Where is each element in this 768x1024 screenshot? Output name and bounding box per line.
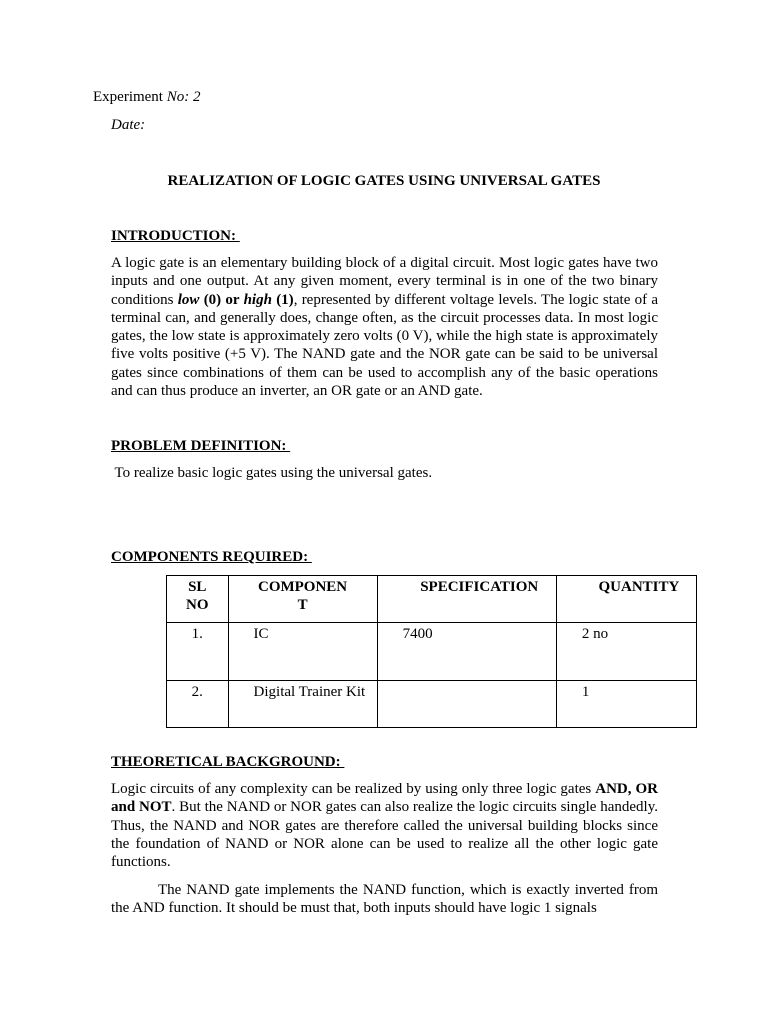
column-header-specification: SPECIFICATION bbox=[377, 576, 556, 623]
cell-component: Digital Trainer Kit bbox=[228, 681, 377, 728]
experiment-no: No: 2 bbox=[166, 89, 201, 105]
components-heading: COMPONENTS REQUIRED: bbox=[111, 549, 312, 565]
intro-one: (1) bbox=[271, 291, 294, 308]
column-header-component: COMPONENT bbox=[228, 576, 377, 623]
intro-text-1: A logic gate is an elementary building block of a digital circuit. Most logic gates have two inputs and one output. At any given moment, every terminal is in one of the two binary conditions bbox=[111, 255, 658, 308]
introduction-paragraph bbox=[111, 254, 658, 400]
table-row bbox=[167, 623, 697, 681]
theory-p1-b: . But the NAND or NOR gates can also realize the logic circuits single handedly. Thus, the NAND and NOR gates are therefore called the universal building blocks since the foundation of NAND or NOR alone can be used to realize all the other logic gate functions. bbox=[111, 799, 658, 871]
intro-text-2: , represented by different voltage levels. The logic state of a terminal can, and generally does, change often, as the circuit processes data. In most logic gates, the low state is approximately zero volts (0 V), while the high state is approximately five volts positive (+5 V). The NAND gate and the NOR gate can be said to be universal gates since combinations of them can be used to accomplish any of the basic operations and can thus produce an inverter, an OR gate or an AND gate. bbox=[111, 291, 658, 400]
table-header-row bbox=[167, 576, 697, 623]
date-label: Date: bbox=[111, 117, 146, 133]
components-table bbox=[166, 575, 697, 728]
cell-sl: 2. bbox=[167, 681, 229, 728]
cell-specification: 7400 bbox=[377, 623, 556, 681]
cell-quantity: 2 no bbox=[556, 623, 696, 681]
column-header-sl-no: SL NO bbox=[167, 576, 229, 623]
intro-high: high bbox=[243, 291, 272, 308]
theory-heading: THEORETICAL BACKGROUND: bbox=[111, 754, 345, 770]
column-header-quantity: QUANTITY bbox=[556, 576, 696, 623]
theory-p1-a: Logic circuits of any complexity can be realized by using only three logic gates bbox=[111, 781, 596, 797]
cell-sl: 1. bbox=[167, 623, 229, 681]
intro-zero: (0) or bbox=[199, 291, 244, 308]
experiment-number bbox=[93, 87, 200, 107]
theory-paragraph-2: The NAND gate implements the NAND function, which is exactly inverted from the AND function. It should be must that, both inputs should have logic 1 signals bbox=[111, 882, 658, 917]
cell-component: IC bbox=[228, 623, 377, 681]
cell-specification bbox=[377, 681, 556, 728]
introduction-heading: INTRODUCTION: bbox=[111, 228, 240, 244]
theory-p1-bold: AND, OR and NOT bbox=[111, 781, 658, 816]
document-title: REALIZATION OF LOGIC GATES USING UNIVERSAL GATES bbox=[167, 173, 601, 189]
intro-low: low bbox=[177, 291, 200, 308]
table-row bbox=[167, 681, 697, 728]
problem-heading: PROBLEM DEFINITION: bbox=[111, 438, 291, 454]
theory-paragraph-1 bbox=[111, 780, 658, 871]
problem-text: To realize basic logic gates using the universal gates. bbox=[111, 465, 433, 481]
experiment-label: Experiment bbox=[93, 89, 167, 105]
cell-quantity: 1 bbox=[556, 681, 696, 728]
